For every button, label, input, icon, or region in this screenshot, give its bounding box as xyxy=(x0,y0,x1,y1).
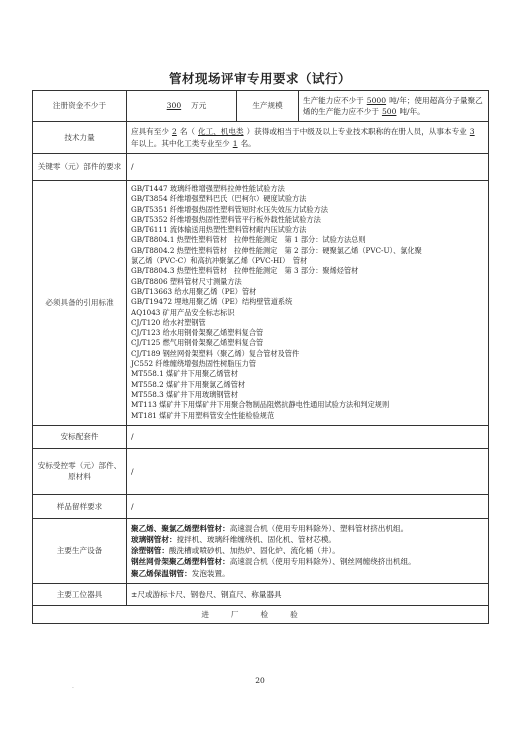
list-item: 氯乙烯（PVC-C）和高抗冲聚氯乙烯（PVC-HI） 管材 xyxy=(131,256,308,266)
row-tools xyxy=(33,583,489,605)
list-item: GB/T8804.1 热塑性塑料管材 拉伸性能测定 第 1 部分：试验方法总则 xyxy=(131,235,366,245)
list-item xyxy=(131,534,484,545)
list-item: GB/T8806 塑料管材尺寸测量方法 xyxy=(131,276,242,286)
list-item: GB/T19472 埋地用聚乙烯（PE）结构壁管道系统 xyxy=(131,297,293,307)
corner-mark: . xyxy=(72,683,74,690)
list-item: MT181 煤矿井下用塑料管安全性能检验规范 xyxy=(131,410,275,420)
tech-text-3: ）获得或相当于中级及以上专业技术职称的在册人员，从事本专业 xyxy=(246,127,467,137)
equipment-items: 搅拌机、玻璃纤维缠绕机、固化机、管材芯模。 xyxy=(176,535,337,545)
scale-text-2: 吨/年；使用超高分子量聚乙烯的生产能力应不少于 xyxy=(303,95,483,116)
list-item: GB/T1447 玻璃纤维增强塑料拉伸性能试验方法 xyxy=(131,184,285,193)
scale-text-3: 吨/年。 xyxy=(399,107,425,116)
list-item xyxy=(131,556,484,567)
capital-unit: 万元 xyxy=(191,101,207,111)
list-item xyxy=(131,568,484,579)
capital-label: 注册资金不少于 xyxy=(33,91,127,122)
list-item: GB/T5351 纤维增强热固性塑料管短时水压失效压力试验方法 xyxy=(131,204,328,214)
list-item: GB/T6111 流体输送用热塑性塑料管材耐内压试验方法 xyxy=(131,225,307,235)
list-item: MT113 煤矿井下用煤矿井下用聚合物制品阻燃抗静电性通用试验方法和判定规则 xyxy=(131,400,390,410)
equipment-items: 高速混合机（使用专用料除外）、塑料管材挤出机组。 xyxy=(229,523,409,533)
tech-text-5: 名。 xyxy=(240,138,256,148)
row-key-parts xyxy=(33,154,489,181)
equipment-category: 聚乙烯、聚氯乙烯塑料管材： xyxy=(131,523,230,533)
tech-text-2: 名（ xyxy=(179,127,195,137)
list-item: CJ/T120 给水衬塑钢管 xyxy=(131,317,206,327)
tech-text-1: 应具有至少 xyxy=(131,127,169,137)
tech-value xyxy=(127,122,489,154)
list-item: AQ1043 矿用产品安全标志标识 xyxy=(131,307,235,317)
scale-text-1: 生产能力应不少于 xyxy=(303,95,364,105)
equipment-label: 主要生产设备 xyxy=(33,518,127,583)
tech-chemical-count: 1 xyxy=(232,138,238,148)
list-item: CJ/T125 燃气用钢骨架聚乙烯塑料复合管 xyxy=(131,338,264,348)
scale-value xyxy=(299,91,489,122)
capital-value xyxy=(127,91,237,122)
list-item: GB/T3854 纤维增强塑料巴氏（巴柯尔）硬度试验方法 xyxy=(131,194,307,204)
tech-text-4: 年以上。其中化工类专业至少 xyxy=(131,138,230,148)
list-item: MT558.1 煤矿井下用聚乙烯管材 xyxy=(131,369,238,379)
security-parts-label: 安标配套件 xyxy=(33,425,127,448)
controlled-parts-label: 安标受控零（元）部件、原材料 xyxy=(33,448,127,494)
tech-years: 3 xyxy=(469,127,475,137)
equipment-items: 酸洗槽或喷砂机、加热炉、固化炉、流化桶（井）。 xyxy=(168,546,340,556)
list-item: GB/T8804.3 热塑性塑料管材 拉伸性能测定 第 3 部分：聚烯烃管材 xyxy=(131,266,359,276)
controlled-parts-value: / xyxy=(127,448,489,494)
equipment-category: 涂塑钢管： xyxy=(131,546,169,556)
equipment-items: 高速混合机（使用专用料除外）、钢丝网缠绕挤出机组。 xyxy=(229,557,416,567)
list-item: JC552 纤维缠绕增强热固性树脂压力管 xyxy=(131,359,257,369)
scale-capacity: 5000 xyxy=(366,95,387,105)
page-title: 管材现场评审专用要求（试行） xyxy=(168,71,351,86)
sample-value: / xyxy=(127,494,489,518)
list-item: GB/T5352 纤维增强热固性塑料管平行板外载性能试验方法 xyxy=(131,214,321,224)
list-item: CJ/T123 给水用钢骨架聚乙烯塑料复合管 xyxy=(131,328,264,338)
row-security-parts xyxy=(33,425,489,448)
tools-label: 主要工位器具 xyxy=(33,583,127,605)
key-parts-value: / xyxy=(127,154,489,181)
row-standards xyxy=(33,181,489,426)
scale-label: 生产规模 xyxy=(237,91,299,122)
sample-label: 样品留样要求 xyxy=(33,494,127,518)
equipment-category: 钢丝网骨架聚乙烯塑料管材： xyxy=(131,557,230,567)
standards-label: 必须具备的引用标准 xyxy=(33,181,127,426)
equipment-items: 发泡装置。 xyxy=(191,568,230,578)
tech-staff-count: 2 xyxy=(171,127,177,137)
tools-value: ±尺或游标卡尺、钢卷尺、钢直尺、称量器具 xyxy=(127,583,489,605)
scale-uhmwpe-capacity: 500 xyxy=(381,107,397,116)
security-parts-value: / xyxy=(127,425,489,448)
row-capital xyxy=(33,91,489,122)
list-item: CJ/T189 钢丝网骨架塑料（聚乙烯）复合管材及管件 xyxy=(131,348,300,358)
row-tech xyxy=(33,122,489,154)
equipment-list xyxy=(127,518,489,583)
list-item: MT558.3 煤矿井下用玻璃钢管材 xyxy=(131,389,238,399)
requirements-table xyxy=(32,90,489,624)
row-equipment xyxy=(33,518,489,583)
list-item: GB/T8804.2 热塑性塑料管材 拉伸性能测定 第 2 部分：硬聚氯乙烯（PVC-U）、氯化聚 xyxy=(131,245,422,255)
list-item xyxy=(131,523,484,534)
section-footer: 进厂检验 xyxy=(33,605,489,623)
page-number: 20 xyxy=(255,676,265,685)
row-sample xyxy=(33,494,489,518)
key-parts-label: 关键零（元）部件的要求 xyxy=(33,154,127,181)
capital-amount: 300 xyxy=(166,101,182,111)
tech-specialty: 化工、机电类 xyxy=(198,127,244,137)
list-item xyxy=(131,545,484,556)
list-item: GB/T13663 给水用聚乙烯（PE）管材 xyxy=(131,286,257,296)
row-controlled-parts xyxy=(33,448,489,494)
standards-list xyxy=(127,181,489,426)
row-footer xyxy=(33,605,489,623)
equipment-category: 聚乙烯保温钢管： xyxy=(131,568,192,578)
tech-label: 技术力量 xyxy=(33,122,127,154)
equipment-category: 玻璃钢管材： xyxy=(131,535,177,545)
list-item: MT558.2 煤矿井下用聚氯乙烯管材 xyxy=(131,379,246,389)
